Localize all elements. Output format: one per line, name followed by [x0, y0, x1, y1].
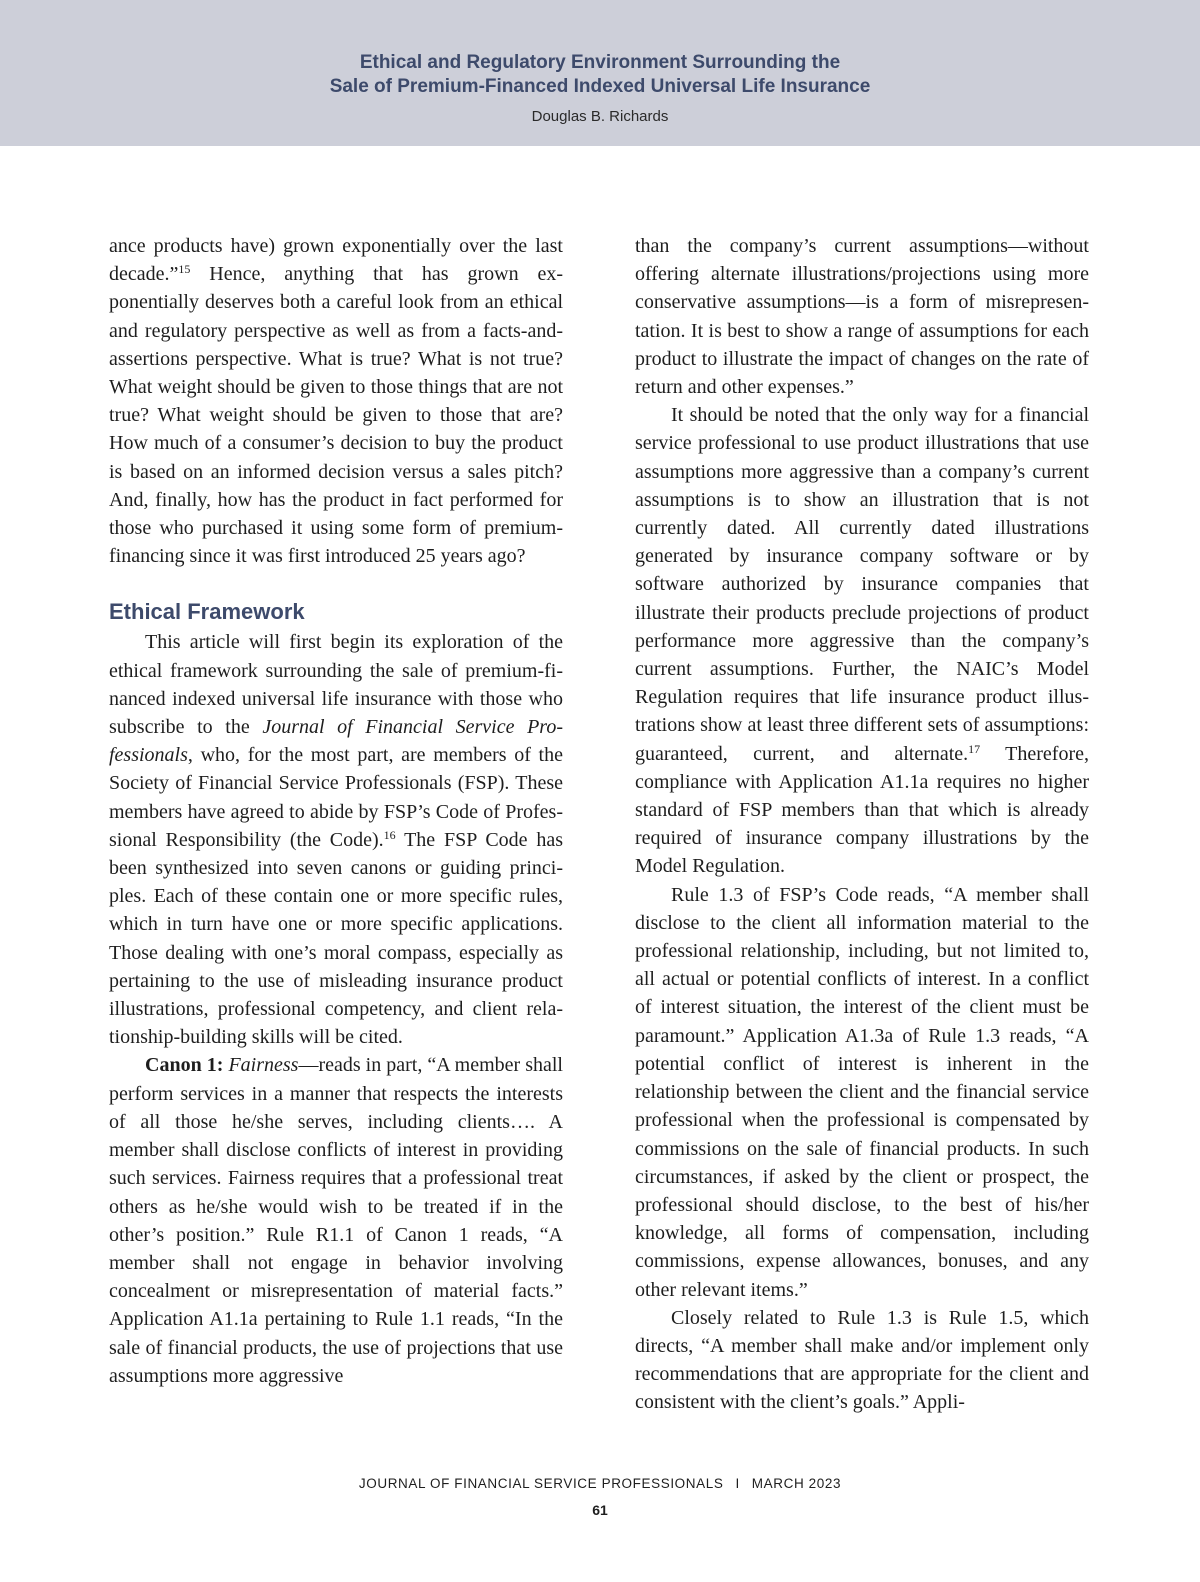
issue-date: MARCH 2023: [751, 1476, 842, 1491]
footer-separator: I: [735, 1476, 740, 1491]
footnote-ref: 17: [968, 741, 981, 756]
section-heading: Ethical Framework: [109, 599, 305, 625]
paragraph: than the company’s current assumptions—without offering alternate illustrations/projections using more conservative assumptions—is a form of misrepresentation. It is best to show a range of assumptions for each product to illustrate the impact of changes on the rate of return and other expenses.”: [635, 235, 1089, 399]
journal-title: Journal of Financial Service Professionals: [109, 716, 563, 767]
paragraph: This article will first begin its exploration of the ethical framework surrounding the sale of premium-financed indexed universal life insurance with those who subscribe to the Journal of Financial Service Professionals, who, for the most part, are members of the Society of Financial Service Professionals (FSP). These members have agreed to abide by FSP’s Code of Professional Responsibility (the Code).$^{16}$ The FSP Code has been synthesized into seven canons or guiding principles. Each of these contain one or more specific rules, which in turn have one or more specific applications. Those dealing with one’s moral compass, especially as pertaining to the use of misleading insurance product illustrations, professional competency, and client relationship-building skills will be cited.: [109, 631, 563, 1049]
page-number: 61: [592, 1502, 608, 1518]
footer-line: [0, 1474, 1200, 1494]
paragraph: Canon 1: Fairness—reads in part, “A member shall perform services in a manner that respects the interests of all those he/she serves, including clients…. A member shall disclose conflicts of interest in providing such services. Fairness requires that a professional treat others as he/she would wish to be treated if in the other’s position.” Rule R1.1 of Canon 1 reads, “A member shall not engage in behavior involving concealment or misrepresentation of material facts.” Application A1.1a pertaining to Rule 1.1 reads, “In the sale of financial products, the use of projections that use assumptions more aggressive: [109, 1054, 563, 1387]
footnote-ref: 16: [383, 827, 396, 842]
article-header: [0, 0, 1200, 146]
article-title-line-1: Ethical and Regulatory Environment Surrounding the: [359, 52, 841, 73]
paragraph: It should be noted that the only way for a financial service professional to use product illustrations that use assumptions more aggressive than a company’s current assumptions is to show an illustration that is not currently dated. All currently dated illustrations generated by insurance company software or by software authorized by insurance companies that illustrate their products preclude projections of product performance more aggressive than the company’s current assumptions. Further, the NAIC’s Model Regulation requires that life insurance product illustrations show at least three different sets of assumptions: guaranteed, current, and alternate.$^{17}$ Therefore, compliance with Application A1.1a requires no higher standard of FSP members than that which is already required of insurance company illustrations by the Model Regulation.: [635, 404, 1090, 878]
page-footer: [0, 1474, 1200, 1520]
article-title-line-2: Sale of Premium-Financed Indexed Universal Life Insurance: [329, 76, 871, 97]
paragraph: Rule 1.3 of FSP’s Code reads, “A member shall disclose to the client all information material to the professional relationship, including, but not limited to, all actual or potential conflicts of interest. In a conflict of interest situation, the interest of the client must be paramount.” Application A1.3a of Rule 1.3 reads, “A potential conflict of interest is inherent in the relationship between the client and the financial service professional when the professional is compensated by commissions on the sale of financial products. In such circumstances, if asked by the client or prospect, the professional should disclose, to the best of his/her knowledge, all forms of compensation, including commissions, expense allowances, bonuses, and any other relevant items.”: [635, 883, 1089, 1301]
paragraph: Closely related to Rule 1.3 is Rule 1.5, which directs, “A member shall make and/or implement only recommendations that are appropriate for the client and consistent with the client’s goals.” Appli-: [635, 1306, 1089, 1414]
canon-label: Canon 1:: [145, 1054, 224, 1077]
journal-name: JOURNAL OF FINANCIAL SERVICE PROFESSIONALS: [358, 1476, 724, 1491]
canon-name: Fairness: [228, 1054, 299, 1077]
footnote-ref: 15: [178, 262, 191, 277]
left-column: [109, 232, 563, 1390]
right-column: [635, 232, 1089, 1417]
paragraph: ance products have) grown exponentially over the last decade.”$^{15}$ Hence, anything that has grown exponentially deserves both a careful look from an ethical and regulatory perspective as well as from a facts-and-assertions perspective. What is true? What is not true? What weight should be given to those things that are not true? What weight should be given to those that are? How much of a consumer’s decision to buy the product is based on an informed decision versus a sales pitch? And, finally, how has the product in fact performed for those who purchased it using some form of premium-financing since it was first introduced 25 years ago?: [109, 235, 563, 568]
article-author: Douglas B. Richards: [531, 108, 669, 125]
